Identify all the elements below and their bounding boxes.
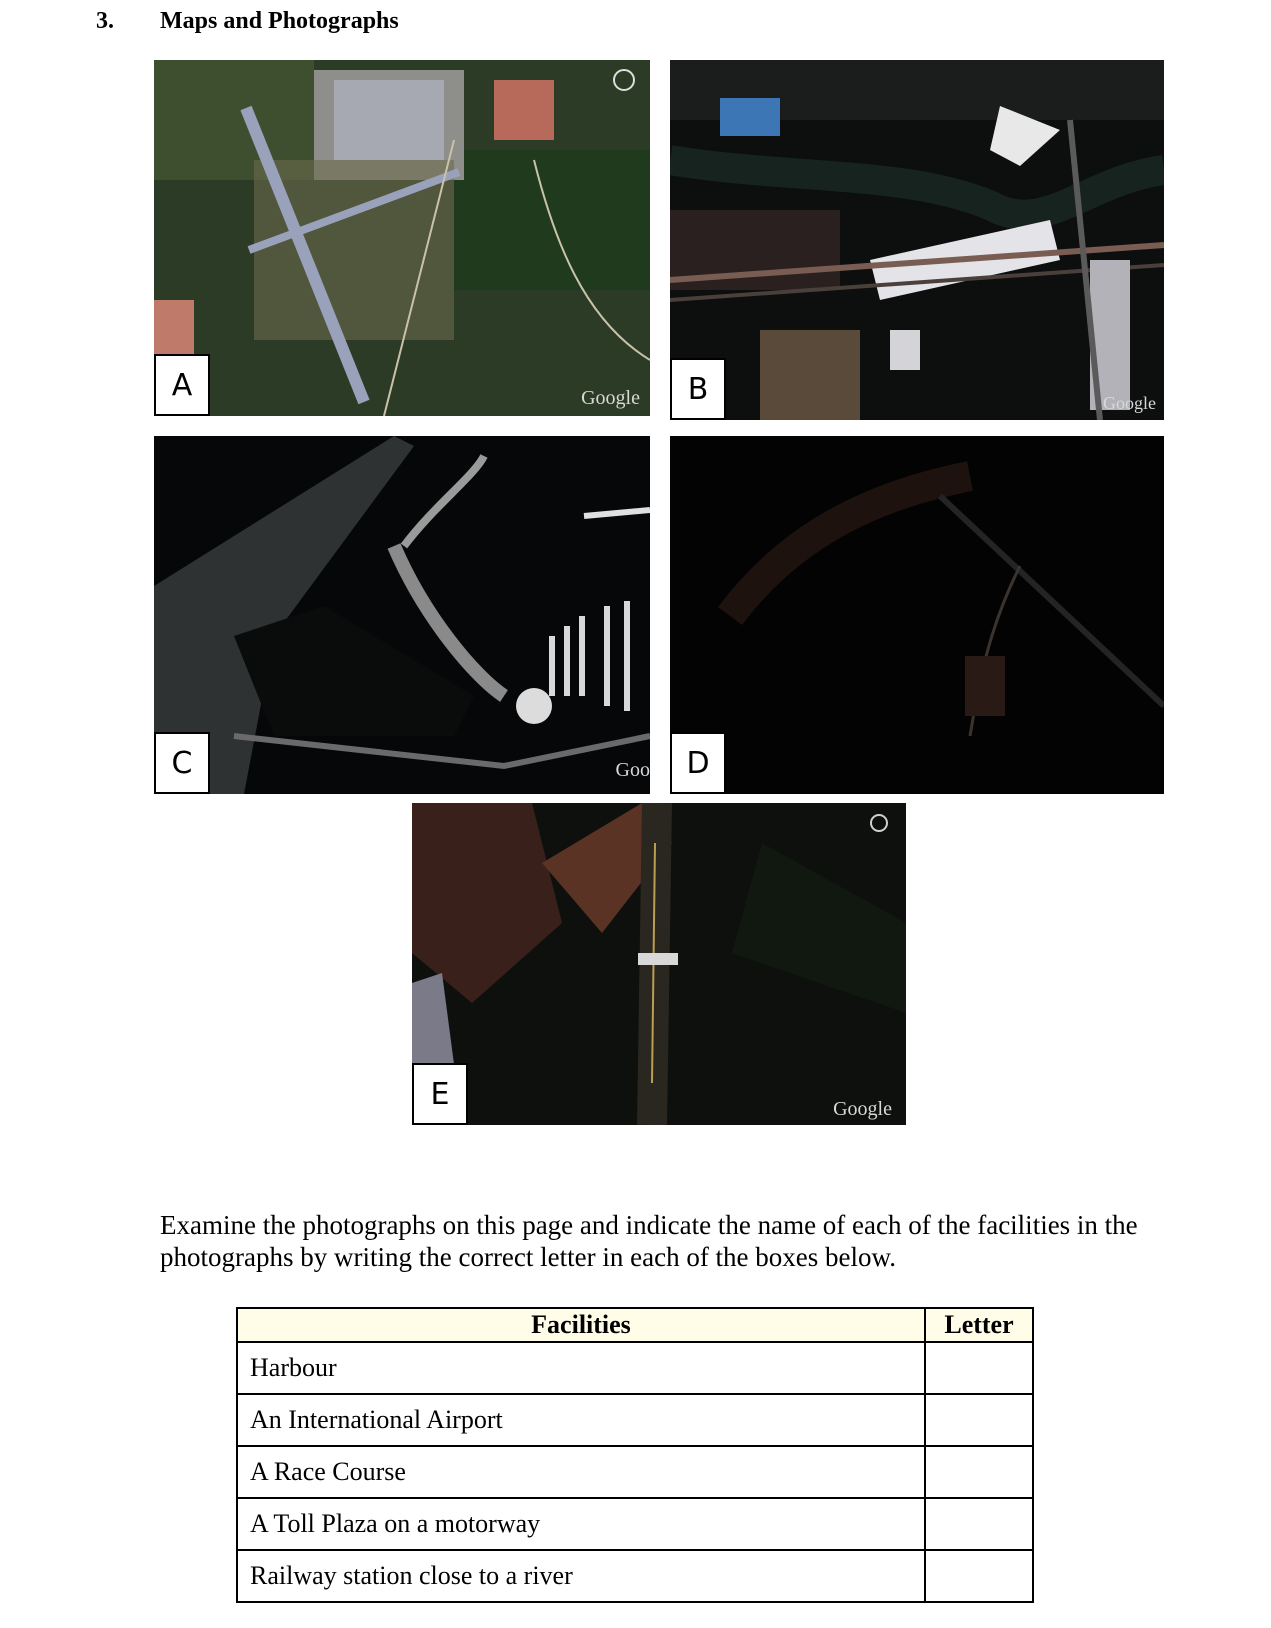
photo-a-airport-aerial <box>154 60 650 416</box>
photo-d-dark-aerial <box>670 436 1164 794</box>
question-title: Maps and Photographs <box>160 8 399 34</box>
table-row <box>237 1342 1033 1394</box>
photo-c-watermark: Goo <box>615 759 650 781</box>
photo-b-railway-aerial <box>670 60 1164 420</box>
table-row <box>237 1446 1033 1498</box>
photo-b-watermark: Google <box>1103 393 1156 413</box>
photo-c-image <box>154 436 650 794</box>
photo-e-toll-plaza-aerial <box>412 803 906 1125</box>
facility-name: Railway station close to a river <box>237 1550 925 1602</box>
letter-answer-box[interactable] <box>925 1550 1033 1602</box>
header-letter: Letter <box>925 1308 1033 1342</box>
photo-e-label: E <box>412 1063 468 1125</box>
table-header-row <box>237 1308 1033 1342</box>
photo-b-label: B <box>670 358 726 420</box>
instructions-text: Examine the photographs on this page and indicate the name of each of the facilities in the photographs by writing the correct letter in each of the boxes below. <box>160 1210 1138 1272</box>
facility-name: A Toll Plaza on a motorway <box>237 1498 925 1550</box>
table-row <box>237 1394 1033 1446</box>
table-row <box>237 1550 1033 1602</box>
letter-answer-box[interactable] <box>925 1342 1033 1394</box>
photo-b-image <box>670 60 1164 420</box>
facility-name: An International Airport <box>237 1394 925 1446</box>
photo-a-image <box>154 60 650 416</box>
letter-answer-box[interactable] <box>925 1394 1033 1446</box>
letter-answer-box[interactable] <box>925 1498 1033 1550</box>
table-row <box>237 1498 1033 1550</box>
photo-c-label: C <box>154 732 210 794</box>
letter-answer-box[interactable] <box>925 1446 1033 1498</box>
photo-e-image <box>412 803 906 1125</box>
photo-a-label: A <box>154 354 210 416</box>
facility-name: A Race Course <box>237 1446 925 1498</box>
photo-a-watermark: Google <box>581 387 640 409</box>
photo-d-image <box>670 436 1164 794</box>
photo-d-label: D <box>670 732 726 794</box>
header-facilities: Facilities <box>237 1308 925 1342</box>
photo-c-harbour-aerial <box>154 436 650 794</box>
question-number: 3. <box>96 8 114 34</box>
facility-name: Harbour <box>237 1342 925 1394</box>
photo-e-watermark: Google <box>833 1098 892 1120</box>
facilities-table <box>236 1307 1034 1603</box>
